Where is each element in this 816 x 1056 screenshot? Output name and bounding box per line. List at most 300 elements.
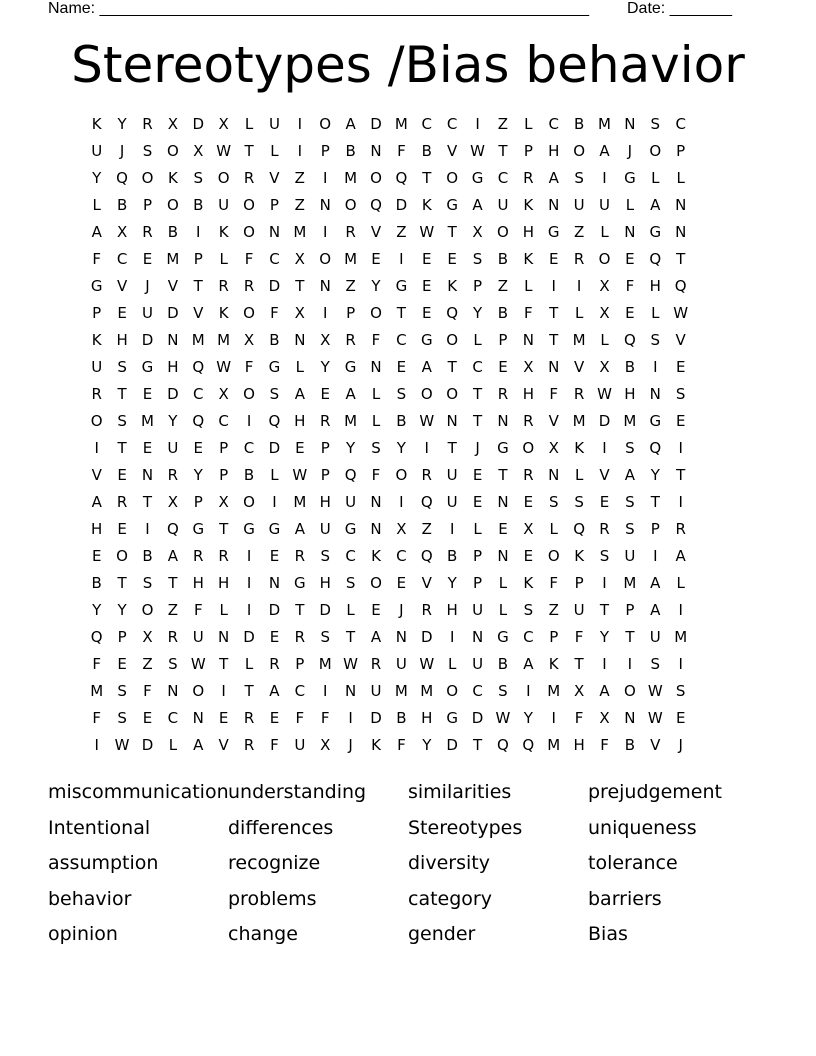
grid-letter: S <box>675 385 686 403</box>
grid-letter: P <box>574 574 584 592</box>
grid-letter: G <box>192 520 205 538</box>
grid-letter: X <box>599 277 610 295</box>
grid-letter: W <box>647 682 663 700</box>
grid-letter: K <box>548 655 559 673</box>
word-list-row <box>48 886 768 922</box>
grid-letter: E <box>472 466 483 484</box>
grid-letter: O <box>243 385 255 403</box>
grid-letter: I <box>576 277 582 295</box>
grid-letter: F <box>92 709 102 727</box>
grid-letter: U <box>497 196 509 214</box>
grid-letter: Q <box>649 250 662 268</box>
grid-letter: R <box>345 331 356 349</box>
grid-letter: I <box>297 142 303 160</box>
grid-letter: S <box>675 682 686 700</box>
grid-letter: S <box>523 601 534 619</box>
word-list-item: barriers <box>588 887 662 910</box>
grid-letter: B <box>624 358 636 376</box>
grid-letter: G <box>141 358 154 376</box>
grid-letter: A <box>345 115 356 133</box>
grid-letter: E <box>269 709 280 727</box>
grid-letter: G <box>90 277 103 295</box>
grid-letter: F <box>574 628 584 646</box>
grid-letter: P <box>346 304 356 322</box>
grid-row <box>84 439 693 466</box>
grid-letter: W <box>343 655 359 673</box>
grid-letter: L <box>574 466 584 484</box>
grid-letter: Z <box>142 655 153 673</box>
grid-letter: R <box>116 493 128 511</box>
grid-letter: G <box>344 358 357 376</box>
grid-letter: Y <box>396 439 406 457</box>
grid-letter: T <box>244 682 254 700</box>
grid-letter: L <box>651 304 660 322</box>
grid-letter: T <box>549 331 559 349</box>
grid-letter: B <box>421 142 432 160</box>
grid-letter: A <box>167 547 178 565</box>
date-field-label: Date: _______ <box>627 0 732 17</box>
grid-letter: E <box>675 412 686 430</box>
grid-letter: E <box>142 439 153 457</box>
grid-letter: J <box>678 736 683 754</box>
grid-letter: L <box>574 304 584 322</box>
grid-letter: L <box>473 331 482 349</box>
grid-letter: X <box>116 223 128 241</box>
grid-letter: U <box>573 601 585 619</box>
grid-letter: T <box>498 466 508 484</box>
grid-letter: S <box>320 547 330 565</box>
grid-letter: S <box>548 493 559 511</box>
grid-letter: D <box>395 196 408 214</box>
grid-letter: M <box>217 331 231 349</box>
grid-letter: R <box>573 385 585 403</box>
grid-letter: A <box>294 385 305 403</box>
grid-letter: N <box>192 709 204 727</box>
grid-letter: N <box>319 277 331 295</box>
grid-letter: F <box>371 466 381 484</box>
grid-letter: L <box>244 115 254 133</box>
grid-letter: I <box>602 439 607 457</box>
word-list-item: recognize <box>228 852 321 874</box>
grid-letter: F <box>295 709 305 727</box>
grid-letter: U <box>446 466 458 484</box>
grid-letter: H <box>624 385 636 403</box>
grid-letter: G <box>471 169 484 187</box>
grid-letter: P <box>523 142 533 160</box>
grid-letter: J <box>119 142 125 160</box>
grid-letter: N <box>268 574 281 592</box>
word-list-item: similarities <box>408 781 512 803</box>
word-list-item: tolerance <box>588 852 678 874</box>
grid-letter: D <box>141 331 154 349</box>
grid-letter: V <box>599 466 610 484</box>
grid-letter: E <box>625 250 635 268</box>
grid-letter: U <box>370 682 382 700</box>
grid-letter: M <box>344 169 358 187</box>
grid-letter: O <box>446 682 459 700</box>
grid-letter: I <box>424 439 429 457</box>
grid-letter: E <box>422 304 432 322</box>
grid-letter: G <box>294 574 306 592</box>
grid-letter: O <box>522 439 535 457</box>
grid-row <box>84 277 693 304</box>
grid-letter: B <box>142 547 153 565</box>
grid-letter: A <box>294 520 305 538</box>
grid-letter: G <box>649 223 662 241</box>
grid-row <box>84 250 693 277</box>
grid-letter: R <box>345 223 356 241</box>
grid-letter: W <box>419 223 435 241</box>
grid-letter: R <box>142 115 153 133</box>
grid-letter: J <box>627 142 633 160</box>
grid-letter: W <box>292 466 308 484</box>
grid-letter: U <box>649 628 661 646</box>
word-list-item: miscommunication <box>48 781 229 803</box>
grid-letter: T <box>447 358 457 376</box>
grid-row <box>84 331 693 358</box>
grid-letter: C <box>193 385 204 403</box>
grid-row <box>84 520 693 547</box>
grid-letter: S <box>142 142 153 160</box>
grid-letter: M <box>547 736 561 754</box>
grid-letter: N <box>218 628 230 646</box>
grid-letter: T <box>117 385 127 403</box>
grid-letter: K <box>574 547 585 565</box>
grid-letter: Z <box>421 520 432 538</box>
grid-letter: Y <box>92 169 102 187</box>
grid-row <box>84 115 693 142</box>
grid-letter: X <box>193 142 204 160</box>
grid-letter: O <box>243 493 255 511</box>
grid-letter: Q <box>192 358 205 376</box>
grid-letter: T <box>599 601 610 619</box>
grid-letter: E <box>599 493 610 511</box>
header <box>48 0 748 22</box>
grid-letter: X <box>548 439 559 457</box>
grid-letter: F <box>397 736 406 754</box>
grid-letter: A <box>523 655 534 673</box>
grid-letter: L <box>600 331 609 349</box>
grid-letter: W <box>673 304 689 322</box>
grid-letter: E <box>523 493 534 511</box>
grid-letter: T <box>472 736 483 754</box>
grid-letter: F <box>574 709 584 727</box>
grid-letter: S <box>650 331 661 349</box>
grid-row <box>84 358 693 385</box>
grid-letter: O <box>90 412 103 430</box>
grid-letter: C <box>243 439 255 457</box>
grid-letter: L <box>651 169 660 187</box>
grid-letter: F <box>92 250 102 268</box>
grid-letter: V <box>447 142 458 160</box>
grid-letter: U <box>167 439 179 457</box>
grid-letter: H <box>522 385 534 403</box>
word-list-item: opinion <box>48 923 118 945</box>
word-list-item: behavior <box>48 887 132 910</box>
grid-letter: M <box>572 412 586 430</box>
grid-letter: F <box>549 385 559 403</box>
grid-letter: L <box>600 223 609 241</box>
grid-letter: F <box>143 682 152 700</box>
grid-row <box>84 169 693 196</box>
grid-letter: S <box>320 628 330 646</box>
grid-row <box>84 601 693 628</box>
grid-letter: T <box>346 628 356 646</box>
word-list-row <box>48 850 768 886</box>
grid-letter: E <box>675 709 686 727</box>
grid-letter: A <box>472 196 483 214</box>
grid-letter: D <box>167 304 179 322</box>
grid-letter: L <box>371 412 381 430</box>
grid-letter: X <box>167 115 178 133</box>
grid-letter: V <box>421 574 432 592</box>
grid-row <box>84 304 693 331</box>
grid-letter: Q <box>497 736 509 754</box>
grid-letter: Z <box>497 115 509 133</box>
grid-row <box>84 655 693 682</box>
grid-letter: I <box>449 628 455 646</box>
grid-letter: S <box>599 547 610 565</box>
grid-letter: I <box>322 169 328 187</box>
grid-letter: Q <box>446 304 459 322</box>
grid-letter: M <box>191 331 205 349</box>
grid-letter: L <box>219 250 228 268</box>
grid-letter: B <box>396 709 407 727</box>
grid-letter: P <box>193 250 203 268</box>
grid-letter: D <box>370 709 382 727</box>
grid-letter: M <box>547 682 561 700</box>
grid-letter: Y <box>371 277 381 295</box>
grid-letter: H <box>91 520 103 538</box>
grid-letter: P <box>676 142 686 160</box>
grid-letter: I <box>322 304 328 322</box>
grid-letter: W <box>419 412 435 430</box>
grid-letter: S <box>345 574 356 592</box>
grid-letter: N <box>624 709 636 727</box>
grid-row <box>84 736 693 763</box>
grid-letter: F <box>270 736 279 754</box>
grid-letter: I <box>272 493 277 511</box>
grid-letter: D <box>192 115 205 133</box>
grid-letter: I <box>551 709 556 727</box>
grid-letter: W <box>470 142 485 160</box>
grid-letter: Y <box>168 412 178 430</box>
grid-letter: C <box>116 250 128 268</box>
grid-letter: P <box>473 574 483 592</box>
grid-letter: T <box>244 142 254 160</box>
grid-letter: E <box>117 304 127 322</box>
grid-letter: M <box>394 115 408 133</box>
grid-letter: M <box>344 250 358 268</box>
grid-letter: D <box>370 115 382 133</box>
grid-letter: I <box>322 223 328 241</box>
grid-letter: E <box>295 439 305 457</box>
grid-letter: O <box>192 682 205 700</box>
grid-letter: Q <box>395 169 408 187</box>
grid-letter: M <box>293 493 307 511</box>
grid-letter: H <box>446 601 458 619</box>
grid-letter: X <box>396 520 407 538</box>
grid-letter: V <box>116 277 128 295</box>
grid-letter: I <box>449 520 455 538</box>
grid-letter: T <box>168 574 178 592</box>
grid-letter: H <box>218 574 230 592</box>
grid-letter: O <box>243 196 255 214</box>
grid-letter: A <box>421 358 432 376</box>
grid-letter: F <box>244 250 254 268</box>
grid-letter: E <box>142 385 153 403</box>
grid-letter: A <box>548 169 559 187</box>
grid-letter: R <box>218 547 229 565</box>
grid-letter: V <box>548 412 559 430</box>
grid-letter: W <box>419 655 435 673</box>
grid-letter: X <box>320 331 331 349</box>
grid-letter: R <box>269 655 280 673</box>
grid-letter: K <box>91 331 102 349</box>
grid-letter: E <box>117 466 127 484</box>
grid-letter: V <box>193 304 204 322</box>
grid-letter: P <box>193 493 203 511</box>
grid-letter: R <box>573 250 585 268</box>
grid-letter: T <box>498 142 508 160</box>
grid-letter: F <box>600 736 609 754</box>
grid-letter: P <box>142 196 152 214</box>
grid-letter: N <box>370 520 382 538</box>
grid-letter: P <box>650 520 660 538</box>
grid-letter: Z <box>548 601 559 619</box>
grid-letter: O <box>395 466 408 484</box>
grid-letter: F <box>371 331 381 349</box>
grid-letter: K <box>91 115 102 133</box>
grid-letter: N <box>522 331 534 349</box>
grid-letter: G <box>268 358 281 376</box>
grid-letter: Q <box>674 277 687 295</box>
grid-letter: X <box>218 385 229 403</box>
grid-letter: T <box>219 520 229 538</box>
grid-letter: O <box>217 169 230 187</box>
grid-letter: T <box>142 493 153 511</box>
grid-letter: I <box>653 358 658 376</box>
grid-letter: I <box>627 655 633 673</box>
grid-letter: E <box>269 547 280 565</box>
grid-letter: C <box>523 628 534 646</box>
grid-letter: R <box>243 709 255 727</box>
grid-letter: D <box>420 628 433 646</box>
grid-letter: L <box>498 574 508 592</box>
grid-letter: E <box>117 520 127 538</box>
grid-letter: M <box>674 628 688 646</box>
grid-letter: G <box>497 628 509 646</box>
grid-letter: E <box>269 628 280 646</box>
grid-letter: Q <box>573 520 586 538</box>
grid-letter: E <box>422 277 432 295</box>
grid-letter: F <box>244 358 254 376</box>
grid-letter: J <box>475 439 480 457</box>
grid-letter: K <box>371 547 381 565</box>
grid-letter: A <box>599 142 610 160</box>
grid-letter: U <box>192 628 204 646</box>
grid-letter: S <box>269 385 280 403</box>
grid-row <box>84 196 693 223</box>
grid-letter: D <box>167 385 179 403</box>
grid-letter: N <box>294 331 306 349</box>
grid-letter: P <box>473 547 483 565</box>
grid-letter: X <box>599 709 610 727</box>
grid-letter: N <box>395 628 407 646</box>
grid-letter: G <box>446 709 458 727</box>
grid-letter: N <box>370 358 382 376</box>
grid-letter: V <box>269 169 280 187</box>
grid-letter: X <box>243 331 255 349</box>
grid-letter: R <box>421 466 432 484</box>
grid-letter: D <box>598 412 611 430</box>
grid-letter: H <box>192 574 204 592</box>
grid-letter: E <box>371 601 381 619</box>
grid-letter: I <box>602 655 607 673</box>
grid-letter: L <box>346 601 355 619</box>
grid-letter: R <box>497 385 509 403</box>
grid-letter: B <box>269 331 280 349</box>
grid-letter: M <box>141 412 154 430</box>
grid-letter: X <box>294 304 305 322</box>
grid-letter: T <box>422 169 432 187</box>
grid-letter: Y <box>472 304 483 322</box>
grid-letter: M <box>394 682 408 700</box>
grid-letter: R <box>523 466 534 484</box>
grid-letter: E <box>447 250 457 268</box>
grid-letter: D <box>471 709 484 727</box>
grid-letter: Y <box>346 439 356 457</box>
grid-letter: S <box>574 493 584 511</box>
grid-letter: U <box>319 520 331 538</box>
word-list-item: category <box>408 887 492 910</box>
grid-letter: B <box>497 655 509 673</box>
grid-letter: C <box>167 709 179 727</box>
grid-letter: J <box>399 601 404 619</box>
grid-letter: C <box>675 115 686 133</box>
grid-letter: U <box>472 655 484 673</box>
grid-letter: I <box>94 439 99 457</box>
grid-letter: D <box>268 601 281 619</box>
grid-letter: F <box>193 601 203 619</box>
grid-letter: X <box>320 736 331 754</box>
grid-letter: O <box>166 196 179 214</box>
grid-letter: Q <box>522 736 535 754</box>
grid-letter: I <box>678 439 683 457</box>
grid-letter: I <box>246 574 252 592</box>
grid-letter: X <box>294 250 305 268</box>
grid-letter: N <box>548 196 560 214</box>
grid-letter: S <box>371 439 381 457</box>
grid-letter: L <box>92 196 101 214</box>
grid-letter: V <box>370 223 382 241</box>
grid-letter: G <box>395 277 408 295</box>
grid-letter: Q <box>192 412 205 430</box>
grid-letter: O <box>243 304 255 322</box>
grid-letter: U <box>395 655 407 673</box>
grid-letter: M <box>623 412 637 430</box>
grid-letter: A <box>193 736 204 754</box>
grid-letter: H <box>421 709 433 727</box>
grid-letter: E <box>396 358 407 376</box>
grid-letter: R <box>91 385 102 403</box>
grid-letter: Z <box>294 169 305 187</box>
grid-letter: T <box>472 385 483 403</box>
grid-letter: I <box>678 655 683 673</box>
grid-letter: Y <box>650 466 660 484</box>
grid-row <box>84 142 693 169</box>
grid-letter: H <box>319 493 331 511</box>
